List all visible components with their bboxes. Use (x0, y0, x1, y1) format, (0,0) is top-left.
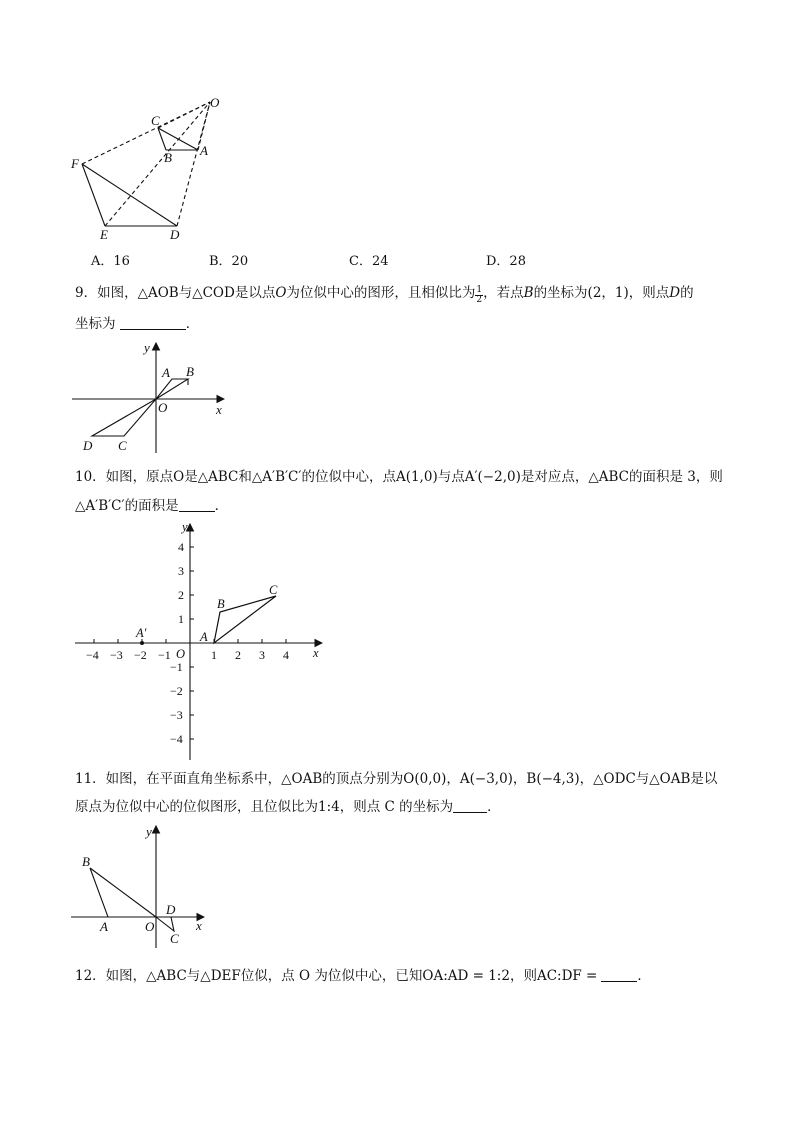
svg-text:x: x (196, 918, 202, 933)
triangle-ODC (156, 917, 174, 931)
label-D: D (170, 227, 180, 242)
svg-text:y: y (144, 340, 150, 355)
q11-answer-blank[interactable] (453, 798, 487, 813)
q8-figure (60, 88, 240, 246)
q10-question-line2: △A′B′C′的面积是 ． (75, 498, 229, 514)
q9-answer-blank[interactable] (120, 315, 186, 330)
dashed-CO (158, 102, 210, 128)
q12-answer-blank[interactable] (601, 967, 637, 982)
q8-option-c[interactable]: C．24 (349, 254, 389, 269)
svg-text:O: O (176, 647, 186, 661)
x-tick-label: 4 (283, 648, 289, 662)
svg-text:D: D (166, 902, 176, 917)
svg-text:C: C (269, 583, 278, 597)
x-tick-label: −3 (110, 648, 123, 662)
svg-text:O: O (145, 919, 155, 934)
y-tick-label: −1 (170, 660, 183, 674)
segment-FE (82, 164, 105, 226)
q10-figure (70, 520, 330, 765)
label-E: E (100, 227, 108, 242)
x-tick-label: 3 (259, 648, 265, 662)
svg-text:y: y (182, 520, 188, 534)
q11-question-line2: 原点为位似中心的位似图形，且位似比为1:4，则点 C 的坐标为 ． (75, 799, 501, 815)
x-tick-label: −2 (134, 648, 147, 662)
svg-text:O: O (158, 400, 168, 415)
label-C: C (151, 113, 160, 128)
triangle-OAB (90, 868, 156, 917)
x-tick-label: 2 (235, 648, 241, 662)
ratio-fraction: $\frac{1}{2}$ (476, 285, 483, 305)
svg-text:y: y (146, 824, 152, 839)
q12-question-line1: 12．如图，△ABC与△DEF位似，点 O 为位似中心，已知OA:AD = 1:2，则AC:DF = ． (75, 968, 651, 984)
svg-text:B: B (217, 597, 225, 611)
x-tick-label: 1 (211, 648, 217, 662)
point-A-prime (140, 641, 144, 645)
svg-text:A′: A′ (136, 626, 147, 640)
svg-text:x: x (313, 646, 319, 660)
q8-option-a[interactable]: A．16 (91, 254, 130, 269)
x-tick-label: −4 (86, 648, 99, 662)
q11-question-line1: 11．如图，在平面直角坐标系中，△OAB的顶点分别为O(0,0)，A(−3,0)，B(−4,3)，△ODC与△OAB是以 (75, 771, 718, 787)
q9-question-line1: 9．如图，△AOB与△COD是以点O为位似中心的图形，且相似比为 $\frac{1}{2}$ ，若点B的坐标为(2，1)，则点D的 (75, 285, 694, 305)
svg-text:C: C (170, 931, 179, 946)
svg-text:A: A (100, 919, 108, 934)
y-tick-label: −2 (170, 684, 183, 698)
q9-figure (64, 338, 234, 458)
label-A: A (200, 143, 208, 158)
svg-text:A: A (162, 365, 170, 380)
y-tick-label: −4 (170, 732, 183, 746)
q10-answer-blank[interactable] (179, 497, 215, 512)
triangle-COD (92, 399, 156, 436)
y-tick-label: 4 (178, 540, 184, 554)
svg-text:D: D (83, 438, 93, 453)
svg-text:B: B (82, 854, 90, 869)
x-tick-label: −1 (158, 648, 171, 662)
svg-text:B: B (186, 364, 194, 379)
label-O: O (210, 95, 220, 110)
segment-FD (82, 164, 177, 226)
label-B: B (164, 150, 172, 165)
y-tick-label: 1 (178, 612, 184, 626)
q11-figure (66, 822, 216, 952)
svg-text:A: A (200, 630, 208, 644)
label-F: F (71, 156, 79, 171)
q8-option-d[interactable]: D．28 (486, 254, 526, 269)
q8-option-b[interactable]: B．20 (209, 254, 249, 269)
y-tick-label: 3 (178, 564, 184, 578)
triangle-AOB (156, 379, 188, 399)
q10-question-line1: 10．如图，原点O是△ABC和△A′B′C′的位似中心，点A(1,0)与点A′(−2,0)是对应点，△ABC的面积是 3，则 (75, 469, 723, 485)
svg-text:x: x (216, 402, 222, 417)
y-tick-label: 2 (178, 588, 184, 602)
svg-text:C: C (118, 438, 127, 453)
q9-question-line2: 坐标为 ． (75, 316, 200, 332)
y-tick-label: −3 (170, 708, 183, 722)
